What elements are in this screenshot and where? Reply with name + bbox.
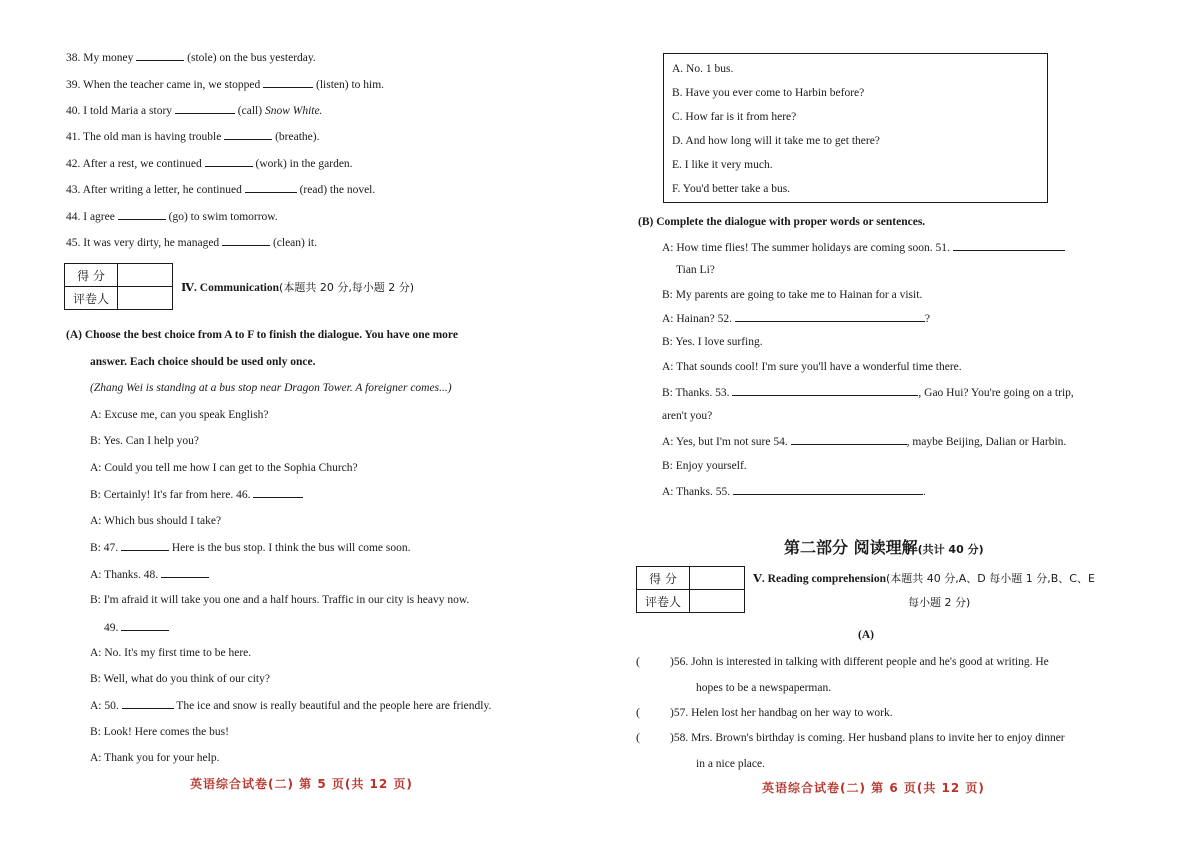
grader-label: 评卷人 [637,590,690,613]
dialogue-line-50: A: 50. The ice and snow is really beautiful and the people here are friendly. [90,700,492,712]
answer-blank-40[interactable] [175,103,235,114]
answer-blank-49[interactable] [121,620,169,631]
score-label: 得 分 [637,567,690,590]
dialogue-line: A: Excuse me, can you speak English? [90,409,269,421]
score-cell[interactable] [118,264,173,287]
answer-blank-47[interactable] [121,540,169,551]
choice-a: A. No. 1 bus. [672,63,734,75]
grader-cell[interactable] [690,590,745,613]
fill-item-39: 39. When the teacher came in, we stopped (listen) to him. [66,79,385,91]
part-b-instruction: (B) Complete the dialogue with proper words or sentences. [638,216,926,228]
score-table-left [64,263,173,310]
part-a-instruction-cont: answer. Each choice should be used only once. [90,356,316,368]
fill-item-44: 44. I agree (go) to swim tomorrow. [66,211,278,223]
page-footer-5: 英语综合试卷(二) 第 5 页(共 12 页) [190,777,413,791]
grader-label: 评卷人 [65,287,118,310]
dialogue-line: B: Well, what do you think of our city? [90,673,270,685]
answer-blank-48[interactable] [161,567,209,578]
dialogue-b-line-51: A: How time flies! The summer holidays are coming soon. 51. [662,240,1065,255]
answer-blank-53[interactable] [732,385,918,396]
grader-cell[interactable] [118,287,173,310]
answer-blank-39[interactable] [263,77,313,88]
dialogue-b-line-55: A: Thanks. 55. . [662,486,926,498]
fill-item-40: 40. I told Maria a story (call) Snow White. [66,105,323,117]
answer-paren-56[interactable]: ( [636,654,640,668]
section-5-note: 每小题 2 分) [908,596,971,609]
answer-paren-58[interactable]: ( [636,730,640,744]
fill-item-42: 42. After a rest, we continued (work) in the garden. [66,158,353,170]
right-page [600,0,1200,849]
choice-d: D. And how long will it take me to get there? [672,135,880,147]
answer-blank-43[interactable] [245,182,297,193]
dialogue-line-46: B: Certainly! It's far from here. 46. [90,487,303,502]
dialogue-b-line: B: Enjoy yourself. [662,460,747,472]
dialogue-b-line: B: My parents are going to take me to Hainan for a visit. [662,289,923,301]
page-footer-6: 英语综合试卷(二) 第 6 页(共 12 页) [762,781,985,795]
question-56-cont: hopes to be a newspaperman. [696,682,832,694]
dialogue-line: B: I'm afraid it will take you one and a half hours. Traffic in our city is heavy now. [90,594,470,606]
dialogue-line: B: Look! Here comes the bus! [90,726,229,738]
answer-blank-50[interactable] [122,698,174,709]
section-5-heading: Ⅴ. Reading comprehension(本题共 40 分,A、D 每小题 1 分,B、C、E [753,572,1095,585]
fill-item-43: 43. After writing a letter, he continued (read) the novel. [66,184,376,196]
dialogue-line: A: No. It's my first time to be here. [90,647,252,659]
dialogue-line-47: B: 47. Here is the bus stop. I think the bus will come soon. [90,542,411,554]
subsection-a: (A) [858,629,874,641]
fill-item-38: 38. My money (stole) on the bus yesterday. [66,52,316,64]
answer-blank-46[interactable] [253,487,303,498]
score-table-right [636,566,745,613]
dialogue-line: A: Which bus should I take? [90,515,222,527]
part-2-heading: 第二部分 阅读理解(共计 40 分) [784,538,984,557]
question-56: )56. John is interested in talking with different people and he's good at writing. He [670,656,1049,668]
dialogue-b-line: B: Yes. I love surfing. [662,336,763,348]
choice-c: C. How far is it from here? [672,111,797,123]
choice-f: F. You'd better take a bus. [672,183,791,195]
part-a-instruction: (A) Choose the best choice from A to F to finish the dialogue. You have one more [66,329,458,341]
dialogue-b-line: Tian Li? [676,264,715,276]
choices-box [663,53,1048,203]
score-label: 得 分 [65,264,118,287]
answer-blank-38[interactable] [136,50,184,61]
dialogue-line-48: A: Thanks. 48. [90,567,209,582]
answer-blank-51[interactable] [953,240,1065,251]
dialogue-b-line-52: A: Hainan? 52. ? [662,313,930,325]
answer-blank-44[interactable] [118,209,166,220]
dialogue-b-line: aren't you? [662,410,713,422]
fill-item-41: 41. The old man is having trouble (breathe). [66,131,320,143]
answer-blank-42[interactable] [205,156,253,167]
dialogue-b-line-53: B: Thanks. 53. , Gao Hui? You're going on a trip, [662,387,1074,399]
choice-b: B. Have you ever come to Harbin before? [672,87,865,99]
answer-blank-54[interactable] [791,434,907,445]
answer-paren-57[interactable]: ( [636,705,640,719]
score-cell[interactable] [690,567,745,590]
answer-blank-41[interactable] [224,129,272,140]
dialogue-line: A: Thank you for your help. [90,752,220,764]
dialogue-scene: (Zhang Wei is standing at a bus stop near Dragon Tower. A foreigner comes...) [90,382,452,394]
question-57: )57. Helen lost her handbag on her way to work. [670,707,893,719]
choice-e: E. I like it very much. [672,159,773,171]
answer-blank-52[interactable] [735,311,925,322]
question-58-cont: in a nice place. [696,758,765,770]
dialogue-b-line: A: That sounds cool! I'm sure you'll have a wonderful time there. [662,361,962,373]
dialogue-line-49: 49. [104,620,169,635]
question-58: )58. Mrs. Brown's birthday is coming. Her husband plans to invite her to enjoy dinner [670,732,1065,744]
dialogue-line: A: Could you tell me how I can get to the Sophia Church? [90,462,358,474]
fill-item-45: 45. It was very dirty, he managed (clean) it. [66,237,317,249]
answer-blank-55[interactable] [733,484,923,495]
dialogue-b-line-54: A: Yes, but I'm not sure 54. , maybe Beijing, Dalian or Harbin. [662,436,1067,448]
dialogue-line: B: Yes. Can I help you? [90,435,199,447]
section-4-heading: Ⅳ. Communication(本题共 20 分,每小题 2 分) [181,281,415,294]
answer-blank-45[interactable] [222,235,270,246]
